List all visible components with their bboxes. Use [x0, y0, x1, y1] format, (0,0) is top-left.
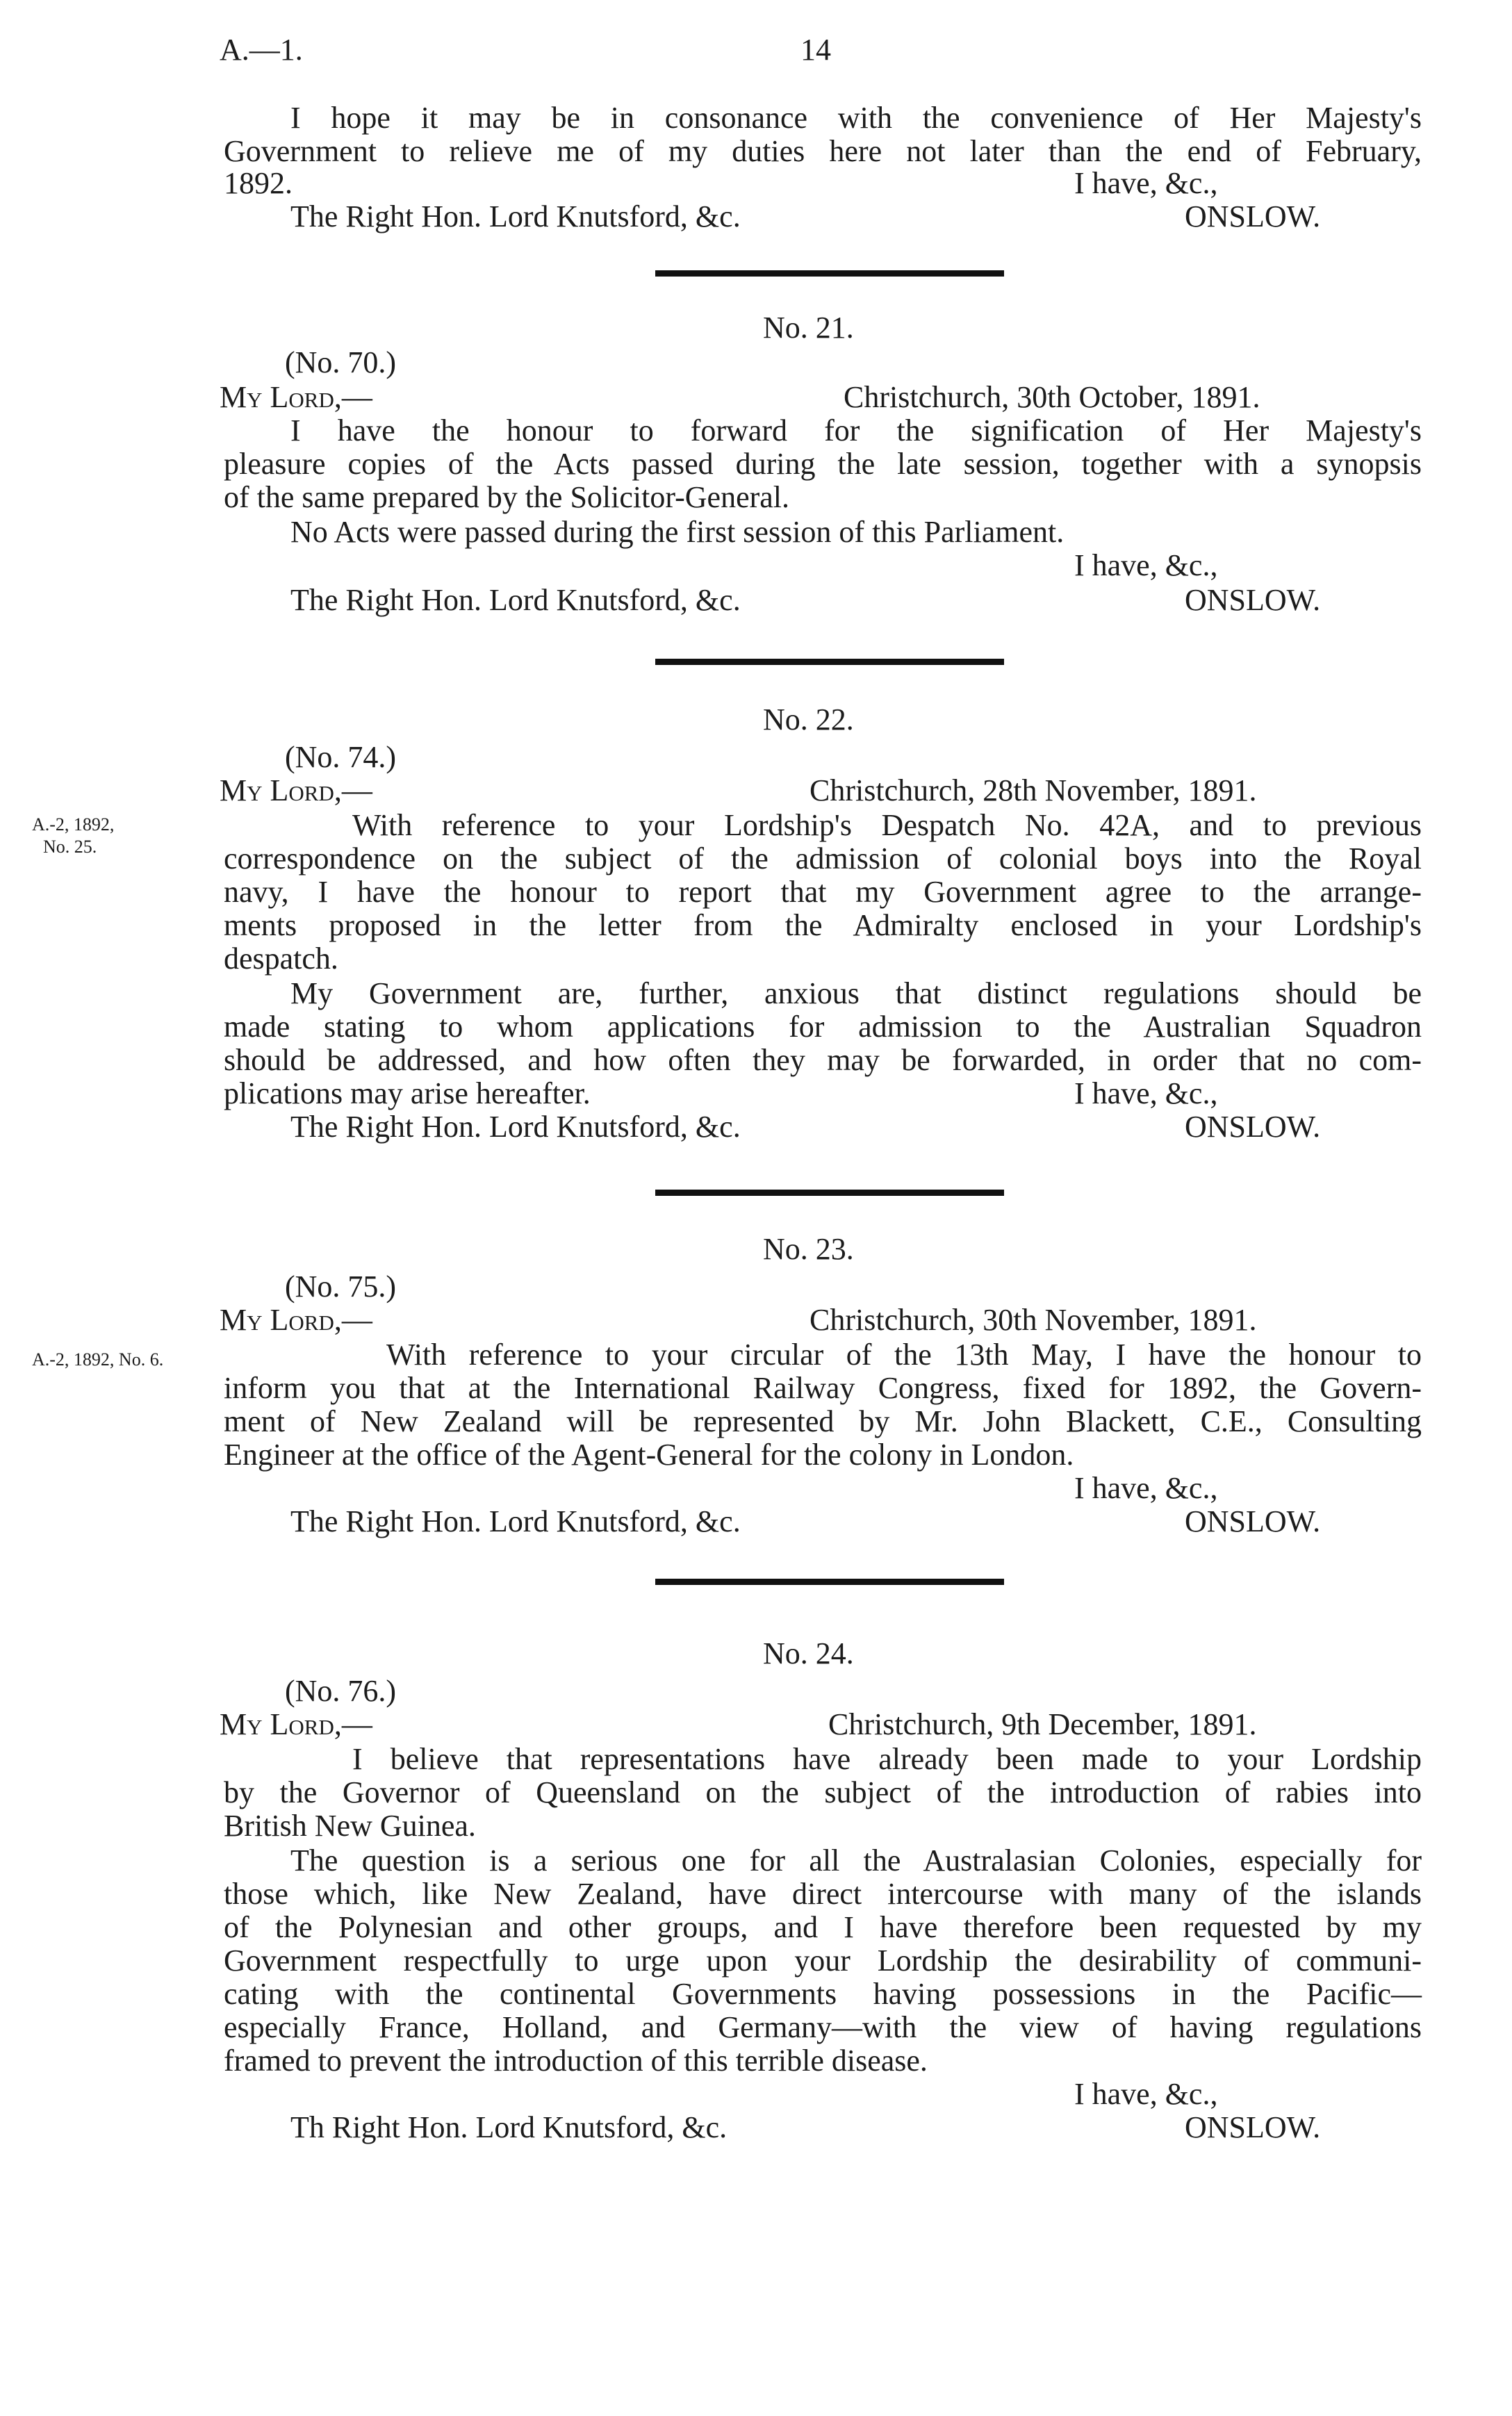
letter-number: No. 22. [763, 702, 854, 737]
text-line: With reference to your Lordship's Despatch No. 42A, and to previous [352, 808, 1422, 842]
section-divider [655, 659, 1004, 665]
text-line: I hope it may be in consonance with the convenience of Her Majesty's [290, 101, 1422, 135]
text-line: of the Polynesian and other groups, and I have therefore been requested by my [224, 1910, 1422, 1944]
section-divider [655, 1579, 1004, 1585]
section-divider [655, 270, 1004, 277]
text-line: My Government are, further, anxious that distinct regulations should be [290, 976, 1422, 1010]
text-line: of the same prepared by the Solicitor-General. [224, 480, 790, 514]
text-line: should be addressed, and how often they may be forwarded, in order that no com- [224, 1043, 1422, 1077]
addressee: The Right Hon. Lord Knutsford, &c. [290, 1504, 741, 1538]
salutation: My Lord,— [220, 773, 372, 807]
text-line: especially France, Holland, and Germany—with the view of having regulations [224, 2010, 1422, 2044]
text-line: correspondence on the subject of the admission of colonial boys into the Royal [224, 841, 1422, 876]
signature: ONSLOW. [1185, 1504, 1321, 1538]
place-date: Christchurch, 30th October, 1891. [844, 380, 1260, 414]
place-date: Christchurch, 28th November, 1891. [810, 773, 1257, 807]
text-line: With reference to your circular of the 13th May, I have the honour to [386, 1338, 1422, 1372]
place-date: Christchurch, 30th November, 1891. [810, 1303, 1257, 1337]
text-line: made stating to whom applications for admission to the Australian Squadron [224, 1010, 1422, 1044]
text-line: plications may arise hereafter. [224, 1076, 591, 1110]
salutation: My Lord,— [220, 380, 372, 414]
text-line: by the Governor of Queensland on the subject of the introduction of rabies into [224, 1775, 1422, 1809]
text-line: Engineer at the office of the Agent-General for the colony in London. [224, 1438, 1074, 1472]
text-line: framed to prevent the introduction of this terrible disease. [224, 2044, 928, 2078]
document-reference: A.—1. [220, 33, 303, 67]
addressee: Th Right Hon. Lord Knutsford, &c. [290, 2110, 728, 2144]
section-divider [655, 1190, 1004, 1196]
text-line: navy, I have the honour to report that my Government agree to the arrange- [224, 875, 1422, 909]
addressee: The Right Hon. Lord Knutsford, &c. [290, 1110, 741, 1144]
addressee: The Right Hon. Lord Knutsford, &c. [290, 199, 741, 233]
letter-number: No. 23. [763, 1232, 854, 1266]
closing: I have, &c., [1074, 1471, 1218, 1505]
despatch-reference: (No. 74.) [285, 740, 397, 774]
signature: ONSLOW. [1185, 2110, 1321, 2144]
letter-number: No. 24. [763, 1636, 854, 1670]
place-date: Christchurch, 9th December, 1891. [828, 1707, 1257, 1741]
letter-number: No. 21. [763, 311, 854, 345]
margin-note: A.-2, 1892, No. 6. [32, 1349, 164, 1370]
despatch-reference: (No. 70.) [285, 345, 397, 379]
despatch-reference: (No. 76.) [285, 1674, 397, 1708]
signature: ONSLOW. [1185, 583, 1321, 617]
closing: I have, &c., [1074, 1076, 1218, 1110]
salutation: My Lord,— [220, 1303, 372, 1337]
text-line: those which, like New Zealand, have direct intercourse with many of the islands [224, 1877, 1422, 1911]
addressee: The Right Hon. Lord Knutsford, &c. [290, 583, 741, 617]
text-line: ments proposed in the letter from the Admiralty enclosed in your Lordship's [224, 908, 1422, 942]
closing: I have, &c., [1074, 166, 1218, 200]
signature: ONSLOW. [1185, 1110, 1321, 1144]
text-line: 1892. [224, 166, 293, 200]
text-line: The question is a serious one for all the Australasian Colonies, especially for [290, 1843, 1422, 1877]
text-line: British New Guinea. [224, 1809, 476, 1843]
text-line: ment of New Zealand will be represented by Mr. John Blackett, C.E., Consulting [224, 1404, 1422, 1438]
salutation: My Lord,— [220, 1707, 372, 1741]
text-line: No Acts were passed during the first session of this Parliament. [290, 515, 1065, 549]
text-line: despatch. [224, 942, 338, 976]
page-number: 14 [800, 33, 831, 67]
closing: I have, &c., [1074, 2077, 1218, 2111]
text-line: pleasure copies of the Acts passed during the late session, together with a synopsis [224, 447, 1422, 481]
despatch-reference: (No. 75.) [285, 1269, 397, 1304]
text-line: cating with the continental Governments having possessions in the Pacific— [224, 1977, 1422, 2011]
signature: ONSLOW. [1185, 199, 1321, 233]
margin-note: A.-2, 1892, [32, 814, 115, 835]
text-line: I believe that representations have already been made to your Lordship [352, 1742, 1422, 1776]
text-line: Government respectfully to urge upon your Lordship the desirability of communi- [224, 1944, 1422, 1978]
closing: I have, &c., [1074, 548, 1218, 582]
text-line: inform you that at the International Railway Congress, fixed for 1892, the Govern- [224, 1371, 1422, 1405]
margin-note: No. 25. [43, 837, 97, 857]
text-line: Government to relieve me of my duties here not later than the end of February, [224, 134, 1422, 168]
text-line: I have the honour to forward for the signification of Her Majesty's [290, 413, 1422, 447]
